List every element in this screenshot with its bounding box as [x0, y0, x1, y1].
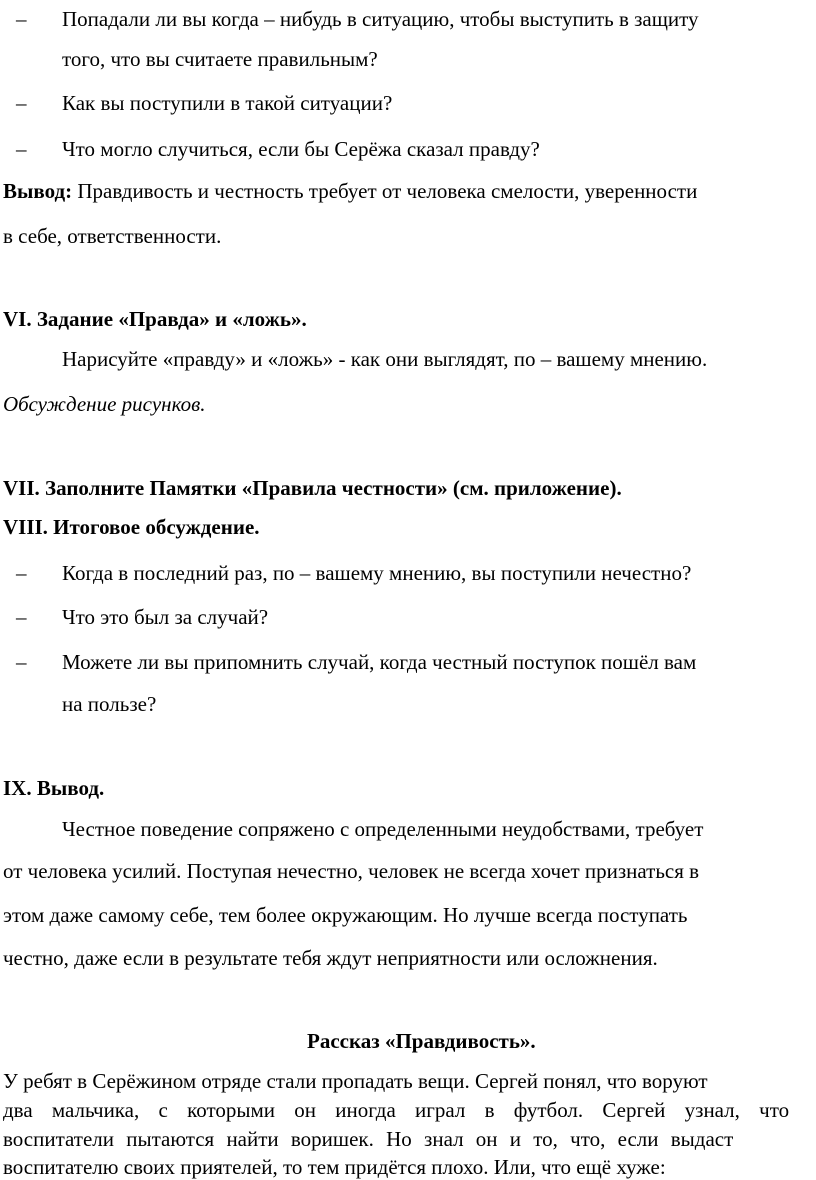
section-heading-vi: VI. Задание «Правда» и «ложь». — [3, 307, 307, 331]
question-continuation: того, что вы считаете правильным? — [62, 47, 378, 71]
conclusion-label: Вывод: — [3, 179, 73, 203]
paragraph-line: от человека усилий. Поступая нечестно, человек не всегда хочет признаться в — [3, 859, 700, 883]
question-continuation: на пользе? — [62, 692, 157, 716]
section-heading-ix: IX. Вывод. — [3, 776, 105, 800]
question-text: Что могло случиться, если бы Серёжа сказал правду? — [62, 137, 540, 161]
story-line: воспитателю своих приятелей, то тем придётся плохо. Или, что ещё хуже: — [3, 1155, 666, 1179]
question-text: Что это был за случай? — [62, 605, 269, 629]
paragraph-line: этом даже самому себе, тем более окружающим. Но лучше всегда поступать — [3, 903, 688, 927]
dash-bullet: – — [16, 650, 27, 674]
section-vi-note: Обсуждение рисунков. — [3, 392, 206, 416]
section-heading-viii: VIII. Итоговое обсуждение. — [3, 515, 260, 539]
dash-bullet: – — [16, 7, 27, 31]
section-vi-instruction: Нарисуйте «правду» и «ложь» - как они выглядят, по – вашему мнению. — [62, 347, 708, 371]
dash-bullet: – — [16, 91, 27, 115]
section-heading-vii: VII. Заполните Памятки «Правила честности» (см. приложение). — [3, 476, 622, 500]
story-title: Рассказ «Правдивость». — [307, 1029, 536, 1053]
dash-bullet: – — [16, 561, 27, 585]
question-text: Можете ли вы припомнить случай, когда честный поступок пошёл вам — [62, 650, 697, 674]
question-text: Попадали ли вы когда – нибудь в ситуацию, чтобы выступить в защиту — [62, 7, 699, 31]
conclusion-text-continued: в себе, ответственности. — [3, 224, 222, 248]
conclusion-paragraph — [3, 178, 697, 204]
story-line: У ребят в Серёжином отряде стали пропадать вещи. Сергей понял, что воруют — [3, 1069, 708, 1093]
question-text: Как вы поступили в такой ситуации? — [62, 91, 393, 115]
dash-bullet: – — [16, 605, 27, 629]
story-line: два мальчика, с которыми он иногда играл в футбол. Сергей узнал, что — [3, 1098, 790, 1122]
paragraph-line: Честное поведение сопряжено с определенными неудобствами, требует — [62, 817, 704, 841]
paragraph-line: честно, даже если в результате тебя ждут неприятности или осложнения. — [3, 946, 658, 970]
question-text: Когда в последний раз, по – вашему мнению, вы поступили нечестно? — [62, 561, 692, 585]
story-line: воспитатели пытаются найти воришек. Но знал он и то, что, если выдаст — [3, 1127, 734, 1151]
dash-bullet: – — [16, 137, 27, 161]
conclusion-text: Правдивость и честность требует от человека смелости, уверенности — [77, 179, 698, 203]
